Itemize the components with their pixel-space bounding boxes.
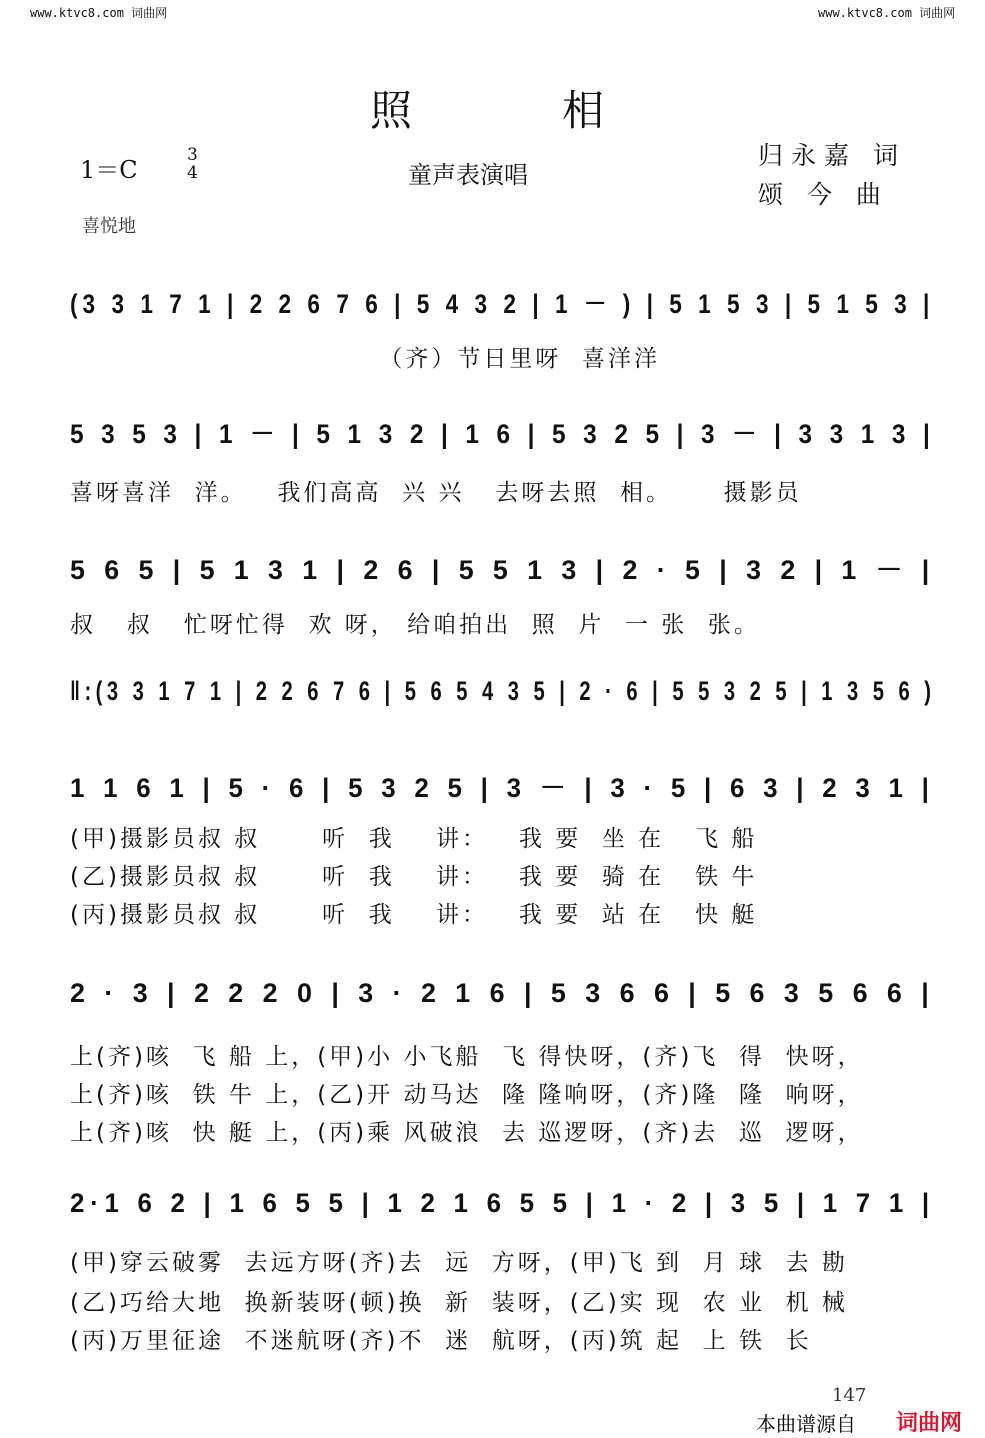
lyric-line: (甲)摄影员叔 叔 听 我 讲： 我 要 坐 在 飞 船 bbox=[70, 826, 758, 852]
lyric-line: (乙)巧给大地 换新装呀(顿)换 新 装呀，(乙)实 现 农 业 机 械 bbox=[70, 1290, 848, 1316]
notation-line: ‖:(3 3 1 7 1 | 2 2 6 7 6 | 5 6 5 4 3 5 | 2 · 6 | 5 5 3 2 5 | 1 3 5 6 ) bbox=[70, 676, 936, 706]
lyric-line: 喜呀喜洋 洋。 我们高高 兴 兴 去呀去照 相。 摄影员 bbox=[70, 480, 802, 506]
lyric-line: 上(齐)咳 飞 船 上，(甲)小 小飞船 飞 得快呀，(齐)飞 得 快呀， bbox=[70, 1044, 864, 1070]
lyric-line: (乙)摄影员叔 叔 听 我 讲： 我 要 骑 在 铁 牛 bbox=[70, 864, 758, 890]
meter-top: 3 bbox=[187, 145, 198, 165]
notation-line: 1 1 6 1 | 5 · 6 | 5 3 2 5 | 3 － | 3 · 5 | 6 3 | 2 3 1 | bbox=[70, 773, 935, 803]
notation-line: 5 6 5 | 5 1 3 1 | 2 6 | 5 5 1 3 | 2 · 5 | 3 2 | 1 － | bbox=[70, 555, 936, 585]
notation-line: 2 · 3 | 2 2 2 0 | 3 · 2 1 6 | 5 3 6 6 | 5 6 3 5 6 6 | bbox=[70, 978, 935, 1008]
lyric-line: 叔 叔 忙呀忙得 欢 呀， 给咱拍出 照 片 一 张 张。 bbox=[70, 612, 760, 638]
score-row-2 bbox=[0, 412, 985, 482]
song-title: 照相 bbox=[370, 86, 755, 135]
composer-credit: 颂 今 曲 bbox=[758, 180, 889, 209]
lyric-line: 上(齐)咳 快 艇 上，(丙)乘 风破浪 去 巡逻呀，(齐)去 巡 逻呀， bbox=[70, 1120, 864, 1146]
lyric-line: (丙)万里征途 不迷航呀(齐)不 迷 航呀，(丙)筑 起 上 铁 长 bbox=[70, 1328, 812, 1354]
key-signature: 1＝C bbox=[80, 156, 138, 184]
lyric-line: （齐）节日里呀 喜洋洋 bbox=[70, 346, 660, 372]
notation-line: (3 3 1 7 1 | 2 2 6 7 6 | 5 4 3 2 | 1 － ) | 5 1 5 3 | 5 1 5 3 | bbox=[70, 289, 935, 319]
header-right: www.ktvc8.com 词曲网 bbox=[818, 6, 956, 20]
notation-line: 2·1 6 2 | 1 6 5 5 | 1 2 1 6 5 5 | 1 · 2 | 3 5 | 1 7 1 | bbox=[70, 1188, 935, 1218]
lyric-line: (甲)穿云破雾 去远方呀(齐)去 远 方呀，(甲)飞 到 月 球 去 勘 bbox=[70, 1250, 848, 1276]
page-number: 147 bbox=[832, 1385, 867, 1406]
footer-source: 本曲谱源自 bbox=[756, 1412, 856, 1436]
header-left: www.ktvc8.com 词曲网 bbox=[30, 6, 168, 20]
score-row-4 bbox=[0, 676, 985, 746]
time-signature bbox=[187, 146, 198, 182]
lyric-line: 上(齐)咳 铁 牛 上，(乙)开 动马达 隆 隆响呀，(齐)隆 隆 响呀， bbox=[70, 1082, 864, 1108]
notation-line: 5 3 5 3 | 1 － | 5 1 3 2 | 1 6 | 5 3 2 5 | 3 － | 3 3 1 3 | bbox=[70, 419, 936, 449]
footer-brand-logo[interactable]: 词曲网 bbox=[896, 1411, 963, 1436]
lyric-line: (丙)摄影员叔 叔 听 我 讲： 我 要 站 在 快 艇 bbox=[70, 902, 758, 928]
meter-bottom: 4 bbox=[187, 163, 198, 183]
performance-style: 童声表演唱 bbox=[408, 161, 528, 189]
lyricist-credit: 归永嘉 词 bbox=[758, 141, 906, 170]
tempo-marking: 喜悦地 bbox=[82, 216, 136, 237]
